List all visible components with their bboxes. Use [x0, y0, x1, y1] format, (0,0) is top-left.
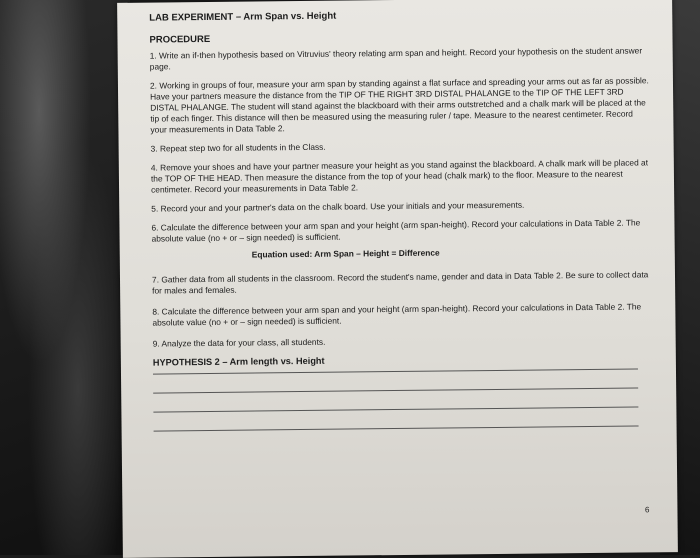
step-8: 8. Calculate the difference between your arm span and your height (arm span-height). Record your calculations in Data Table 2. The absolute value (no + or – sign needed) is sufficient. [152, 301, 642, 328]
lab-title: LAB EXPERIMENT – Arm Span vs. Height [149, 10, 337, 24]
step-9: 9. Analyze the data for your class, all students. [152, 336, 326, 349]
equation-text: Equation used: Arm Span – Height = Difference [251, 247, 440, 260]
step-2: 2. Working in groups of four, measure your arm span by standing against a flat surface and spreading your arms out as far as possible. Have your partners measure the distance from the TIP OF THE RIGHT 3RD DISTAL PHALANGE to the TIP OF THE LEFT 3RD DISTAL PHALANGE. The student will stand against the blackboard with their arms outstretched and a chalk mark will be placed at the tip of each finger. This distance will then be measured using the measuring ruler / tape. Measure to the nearest centimeter. Record your measurements in Data Table 2. [149, 75, 649, 135]
marble-background-left [0, 0, 130, 555]
step-1: 1. Write an if-then hypothesis based on Vitruvius' theory relating arm span and height. Record your hypothesis on the student answer page. [149, 45, 643, 72]
step-4: 4. Remove your shoes and have your partner measure your height as you stand against the blackboard. A chalk mark will be placed at the TOP OF THE HEAD. Then measure the distance from the top of your head (chalk mark) to the floor. Measure to the nearest centimeter. Record your measurements in Data Table 2. [150, 157, 649, 195]
answer-line-4 [154, 425, 639, 431]
answer-line-1 [153, 368, 638, 374]
page-number: 6 [644, 505, 650, 515]
step-5: 5. Record your and your partner's data on the chalk board. Use your initials and your measurements. [151, 199, 525, 214]
step-7: 7. Gather data from all students in the classroom. Record the student's name, gender and data in Data Table 2. Be sure to collect data for males and females. [151, 269, 649, 296]
answer-line-2 [153, 387, 638, 393]
worksheet-content [149, 1, 653, 431]
step-3: 3. Repeat step two for all students in the Class. [150, 141, 326, 154]
procedure-heading: PROCEDURE [149, 33, 211, 46]
worksheet-page [117, 0, 678, 558]
answer-line-3 [153, 406, 638, 412]
hypothesis-heading: HYPOTHESIS 2 – Arm length vs. Height [152, 355, 325, 368]
step-6: 6. Calculate the difference between your arm span and your height (arm span-height). Record your calculations in Data Table 2. The absolute value (no + or – sign needed) is sufficient. [151, 217, 641, 244]
